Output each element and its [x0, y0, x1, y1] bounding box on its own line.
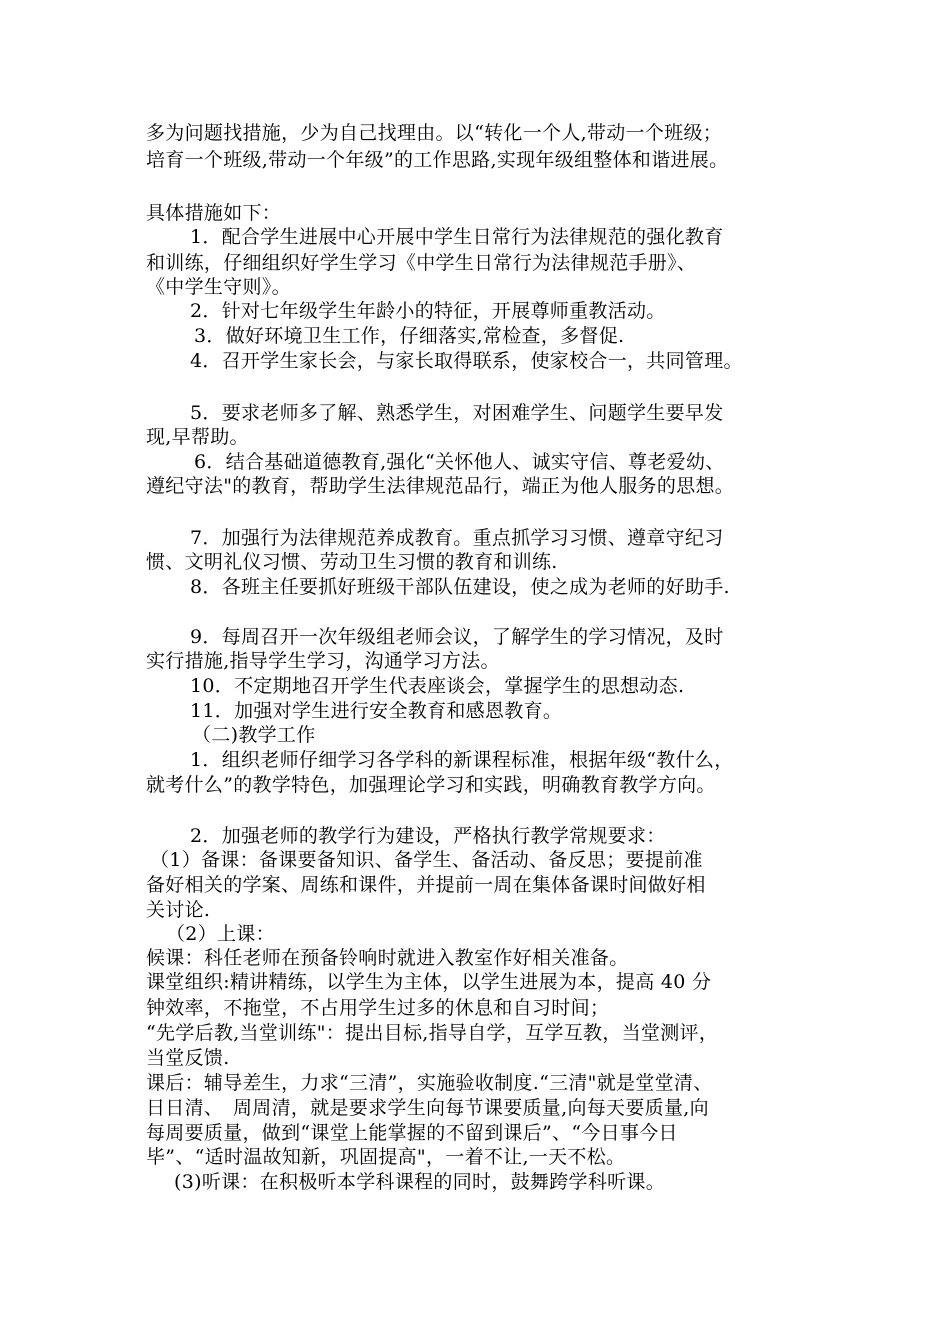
text-line: 和训练，仔细组织好学生学习《中学生日常行为法律规范手册》、	[146, 252, 697, 274]
text-line: 就考什么”的教学特色，加强理论学习和实践，明确教育教学方向。	[146, 774, 716, 796]
text-line: 毕”、“适时温故知新，巩固提高"，一着不让,一天不松。	[146, 1146, 626, 1168]
text-line: 现,早帮助。	[146, 426, 249, 448]
text-line: 6．结合基础道德教育,强化“关怀他人、诚实守信、尊老爱幼、	[194, 451, 725, 473]
text-line: 关讨论.	[146, 899, 211, 921]
text-line: (3)听课：在积极听本学科课程的同时，鼓舞跨学科听课。	[174, 1171, 666, 1193]
text-line: 1．组织老师仔细学习各学科的新课程标准，根据年级“教什么，	[190, 749, 734, 771]
text-line: 实行措施,指导学生学习，沟通学习方法。	[146, 650, 500, 672]
text-line: 钟效率，不拖堂，不占用学生过多的休息和自习时间；	[146, 997, 610, 1019]
text-line: 具体措施如下：	[146, 202, 282, 224]
text-line: 课后：辅导差生，力求“三清”，实施验收制度.“三清"就是堂堂清、	[146, 1072, 713, 1094]
text-line: 每周要质量，做到“课堂上能掌握的不留到课后”、“今日事今日	[146, 1122, 678, 1144]
text-line: 2．针对七年级学生年龄小的特征，开展尊师重教活动。	[190, 300, 666, 322]
text-line: 《中学生守则》。	[146, 276, 291, 298]
text-line: 4．召开学生家长会，与家长取得联系，使家校合一，共同管理。	[190, 350, 743, 372]
text-line: 遵纪守法"的教育，帮助学生法律规范品行，端正为他人服务的思想。	[146, 475, 735, 497]
text-line: 5．要求老师多了解、熟悉学生，对困难学生、问题学生要早发	[190, 402, 724, 424]
text-line: 培育一个班级,带动一个年级”的工作思路,实现年级组整体和谐进展。	[146, 149, 729, 171]
text-line: 9．每周召开一次年级组老师会议，了解学生的学习情况，及时	[190, 626, 724, 648]
text-line: 3．做好环境卫生工作，仔细落实,常检查，多督促.	[194, 325, 625, 347]
text-line: 2．加强老师的教学行为建设，严格执行教学常规要求：	[190, 825, 666, 847]
text-line: 11．加强对学生进行安全教育和感恩教育。	[190, 700, 563, 722]
text-line: 惯、文明礼仪习惯、劳动卫生习惯的教育和训练.	[146, 551, 558, 573]
text-line: 日日清、 周周清，就是要求学生向每节课要质量,向每天要质量,向	[146, 1097, 709, 1119]
text-line: 候课：科任老师在预备铃响时就进入教室作好相关准备。	[146, 947, 629, 969]
text-line: “先学后教,当堂训练"：提出目标,指导自学，互学互教，当堂测评，	[146, 1022, 719, 1044]
text-line: 多为问题找措施，少为自己找理由。以“转化一个人,带动一个班级；	[146, 122, 723, 144]
text-line: 8．各班主任要抓好班级干部队伍建设，使之成为老师的好助手.	[190, 576, 730, 598]
text-line: 备好相关的学案、周练和课件，并提前一周在集体备课时间做好相	[146, 874, 706, 896]
text-line: 1．配合学生进展中心开展中学生日常行为法律规范的强化教育	[190, 226, 724, 248]
text-line: 10．不定期地召开学生代表座谈会，掌握学生的思想动态.	[190, 675, 685, 697]
section-heading: （二)教学工作	[192, 724, 316, 746]
text-line: 课堂组织:精讲精练，以学生为主体，以学生进展为本，提高 40 分	[146, 971, 712, 993]
text-line: （1）备课：备课要备知识、备学生、备活动、备反思；要提前准	[150, 849, 703, 871]
text-line: 7．加强行为法律规范养成教育。重点抓学习习惯、遵章守纪习	[190, 527, 724, 549]
text-line: （2）上课：	[166, 923, 275, 945]
text-line: 当堂反馈.	[146, 1047, 230, 1069]
